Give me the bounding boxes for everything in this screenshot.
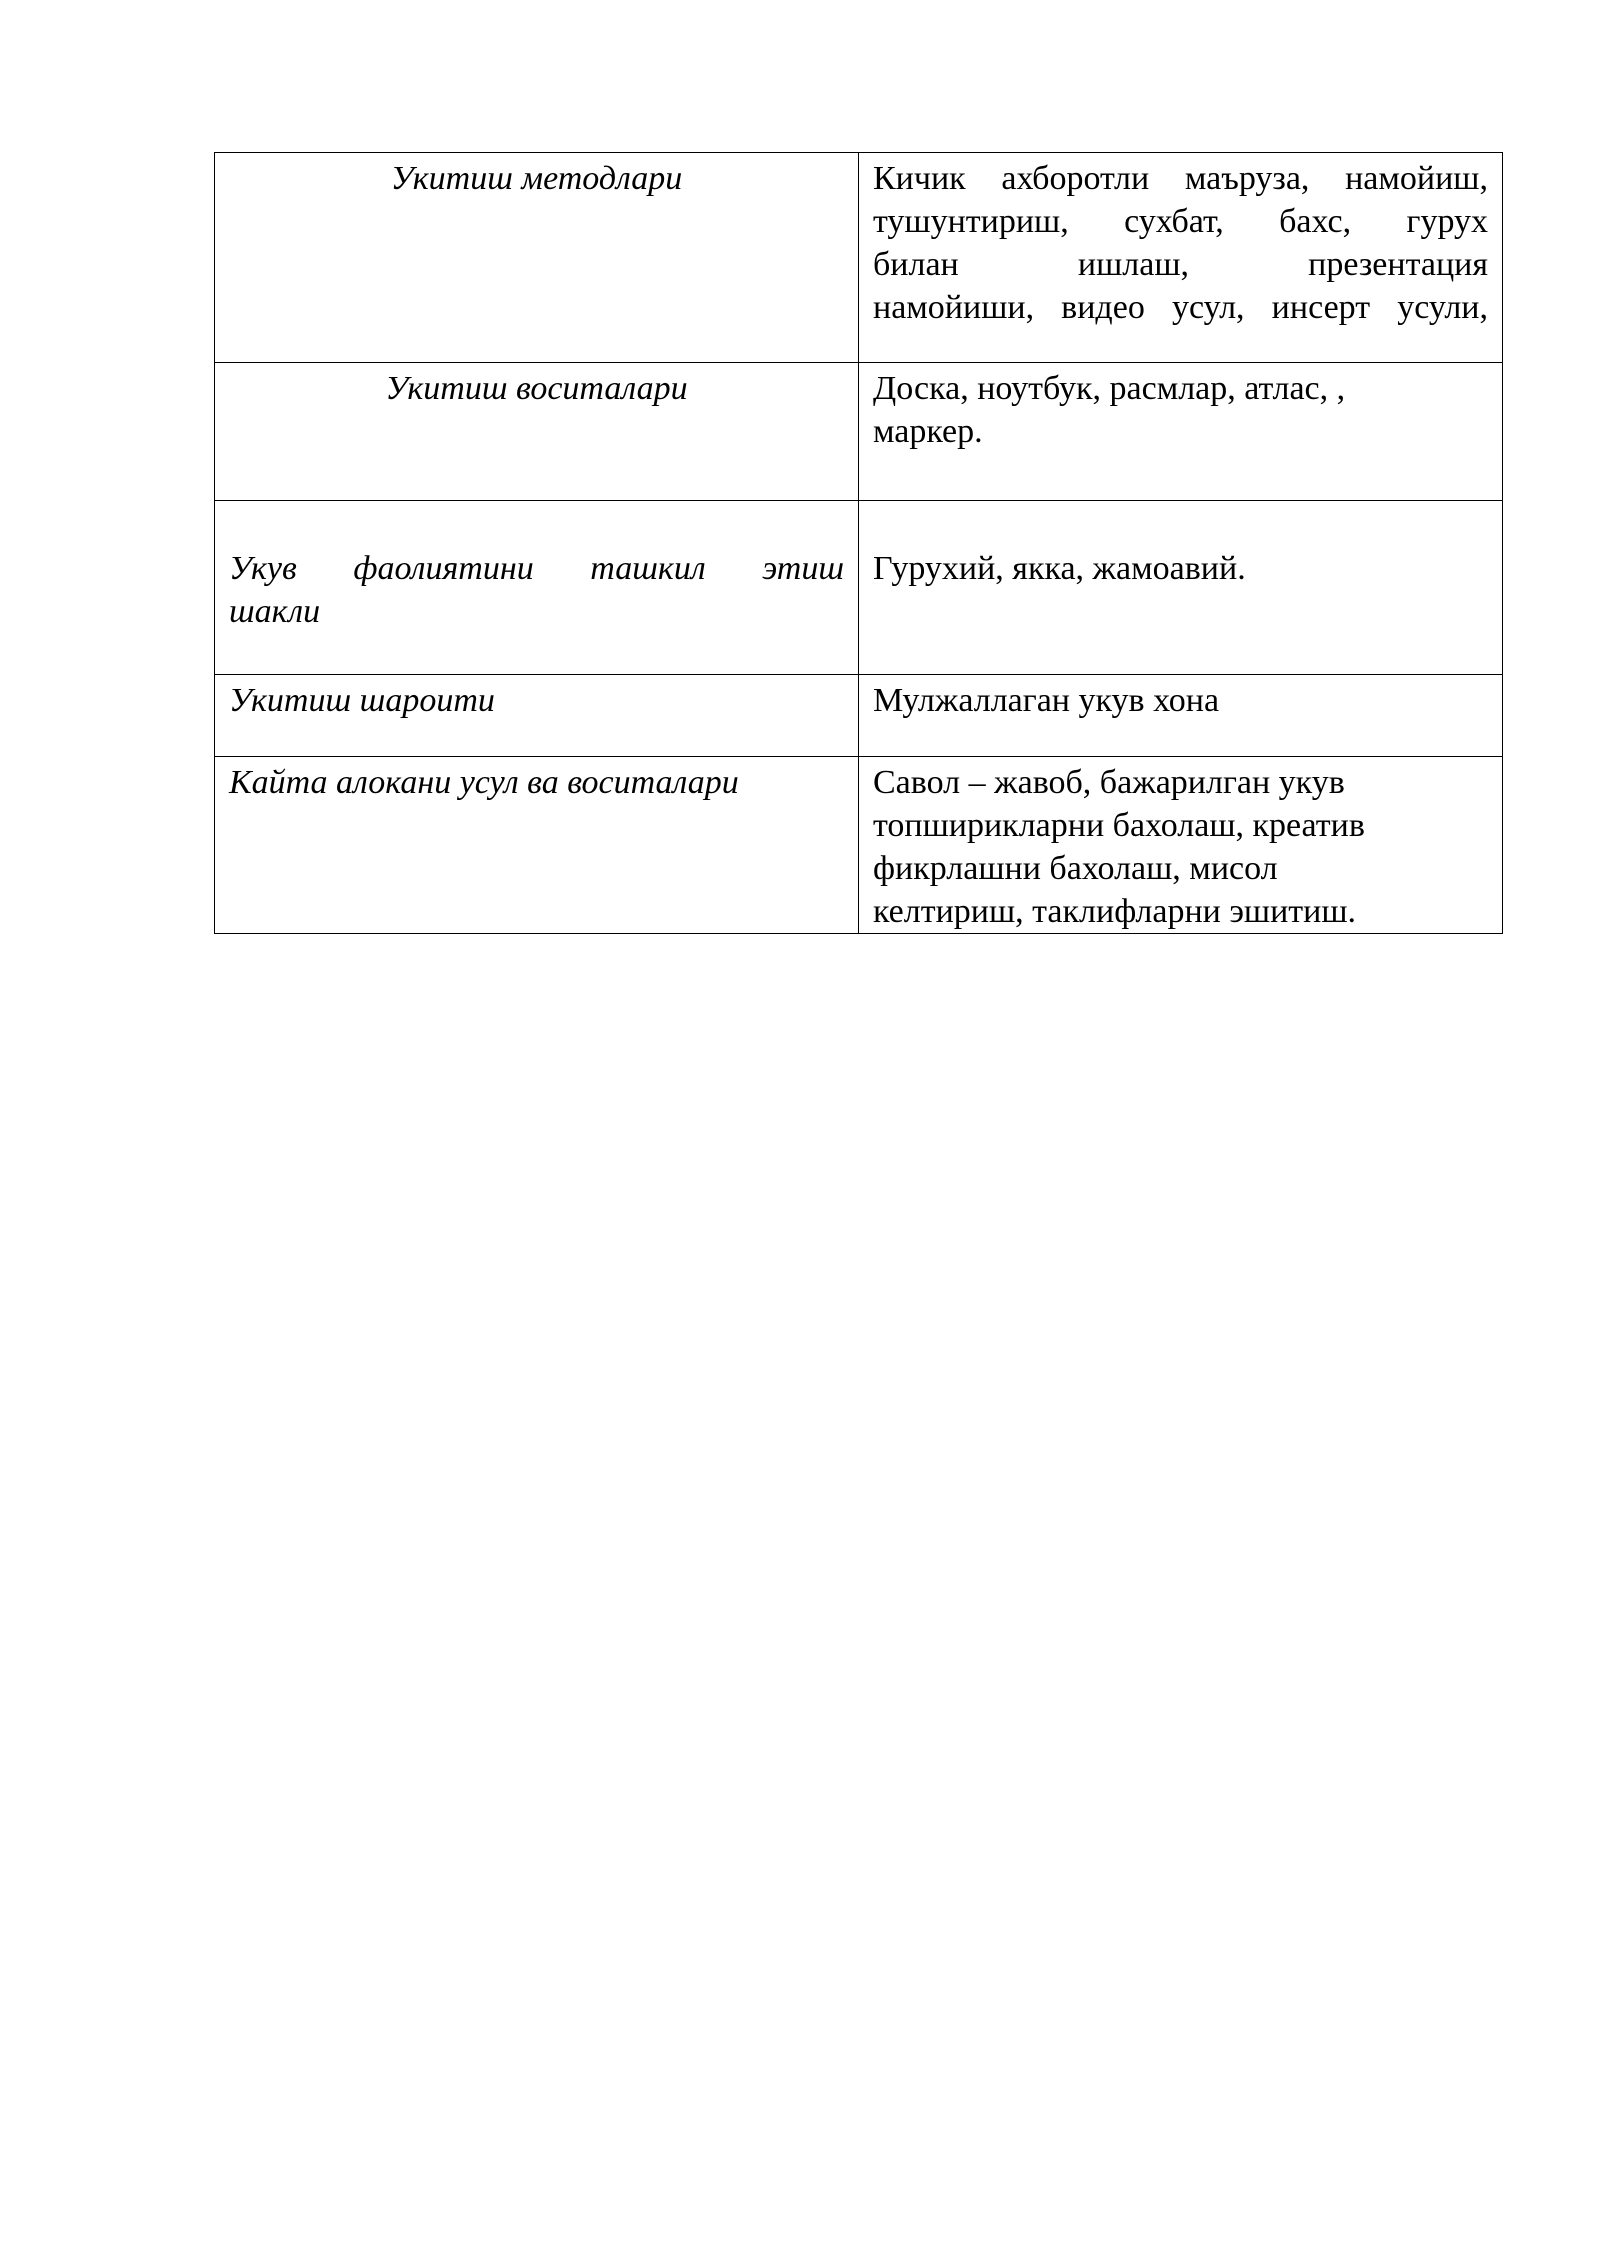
value-line: маркер. [873,413,983,450]
row-label: Укитиш шароити [215,675,859,757]
value-line: билан ишлаш, презентация [873,246,1488,283]
row-value [859,363,1503,501]
table-row [215,675,1503,757]
label-line: Укув фаолиятини ташкил этиш [229,550,844,587]
row-label [215,501,859,675]
value-line: фикрлашни бахолаш, мисол [873,850,1278,887]
row-label: Кайта алокани усул ва воситалари [215,757,859,934]
table-row [215,501,1503,675]
row-value: Гурухий, якка, жамоавий. [859,501,1503,675]
row-label: Укитиш методлари [215,153,859,363]
value-line: Кичик ахборотли маъруза, намойиш, [873,160,1488,197]
value-line: намойиши, видео усул, инсерт усули, [873,289,1488,326]
value-line: Доска, ноутбук, расмлар, атлас, , [873,370,1346,407]
table-row [215,757,1503,934]
row-value [859,153,1503,363]
value-line: топширикларни бахолаш, креатив [873,807,1365,844]
row-value [859,757,1503,934]
row-value: Мулжаллаган укув хона [859,675,1503,757]
value-line: тушунтириш, сухбат, бахс, гурух [873,203,1488,240]
row-label: Укитиш воситалари [215,363,859,501]
table-row [215,153,1503,363]
label-line: шакли [229,593,321,630]
value-line: келтириш, таклифларни эшитиш. [873,893,1357,930]
table-row [215,363,1503,501]
lesson-info-table [214,152,1503,934]
value-line: Савол – жавоб, бажарилган укув [873,764,1345,801]
